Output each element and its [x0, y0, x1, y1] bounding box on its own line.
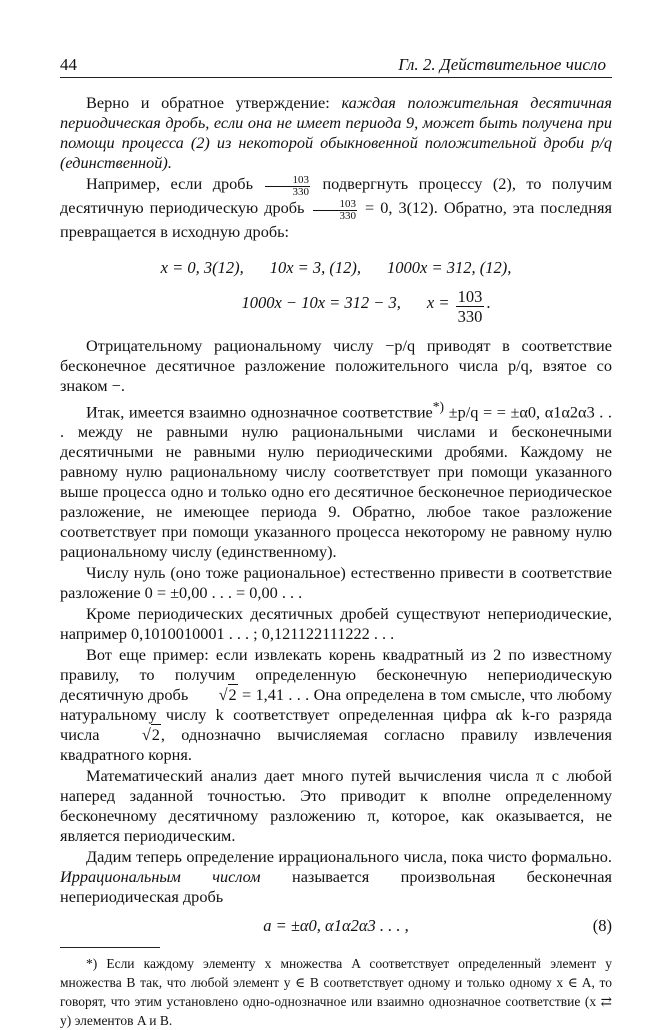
sqrt-2-second: √2: [141, 725, 160, 745]
paragraph-converse-statement: Верно и обратное утверждение: каждая положительная десятичная периодическая дробь, если она не имеет периода 9, может быть получена при помощи процесса (2) из некоторой обыкновенной положительной дроби p/q (единственной).: [60, 93, 612, 172]
paragraph-example: Например, если дробь $\frac{103}{330}$ подвергнуть процессу (2), то получим десятичную периодическую дробь $\frac{103}{330}$ = 0, 3(12). Обратно, эта последняя превращается в исходную дробь:: [60, 174, 613, 241]
definition-term: Иррациональным числом: [60, 867, 261, 887]
paragraph-nonperiodic: Кроме периодических десятичных дробей существуют непериодические, например 0,1010010001 . . . ; 0,121122111222 . . .: [60, 604, 612, 644]
page-number: 44: [60, 55, 77, 74]
sqrt-2: √2: [218, 685, 237, 705]
display-equation-2: 1000x − 10x = 312 − 3, x = $\frac{103}{330}$ .: [241, 287, 491, 326]
running-title: Гл. 2. Действительное число: [398, 55, 606, 74]
equation-8: [60, 911, 612, 941]
paragraph-negative: Отрицательному рациональному числу −p/q приводят в соответствие бесконечное десятичное разложение положительного числа p/q, взятое со знаком −.: [60, 336, 612, 395]
equation-8-formula: a = ±α0, α1α2α3 . . . ,: [263, 916, 409, 936]
fraction-103-330-second: $\frac{103}{330}$: [313, 199, 358, 222]
theorem-statement: каждая положительная десятичная периодическая дробь, если она не имеет периода 9, может быть получена при помощи процесса (2) из некоторой обыкновенной положительной дроби p/q (единственной).: [60, 93, 612, 172]
paragraph-zero: Числу нуль (оно тоже рациональное) естественно привести в соответствие разложение 0 = ±0,00 . . . = 0,00 . . .: [60, 563, 612, 603]
fraction-103-330-display: $\frac{103}{330}$: [457, 287, 483, 326]
footnote-marker: *): [432, 399, 445, 414]
page-header: [60, 55, 612, 78]
footnote: *) Если каждому элементу x множества A соответствует определенный элемент y множества B так, что любой элемент y ∈ B соответствует одному и только одному x ∈ A, то говорят, что этим установлено одно-однозначное или взаимно однозначное соответствие (x ⇄ y) элементов A и B.: [60, 956, 612, 1029]
equation-number: (8): [592, 916, 612, 936]
footnote-rule: [60, 947, 160, 948]
display-equation-1: x = 0, 3(12), 10x = 3, (12), 1000x = 312, (12),: [160, 258, 512, 277]
page-body: [60, 93, 612, 1030]
paragraph-sqrt2: Вот еще пример: если извлекать корень квадратный из 2 по известному правилу, то получим определенную бесконечную непериодическую десятичную дробь √2 = 1,41 . . . Она определена в том смысле, что любому натуральному числу k соответствует определенная цифра αk k-го разряда числа √2, однозначно вычисляемая согласно правилу извлечения квадратного корня.: [60, 645, 612, 765]
paragraph-definition: Дадим теперь определение иррационального числа, пока чисто формально. Иррациональным числом называется произвольная бесконечная непериодическая дробь: [60, 847, 612, 907]
fraction-103-330: $\frac{103}{330}$: [265, 175, 310, 198]
paragraph-pi: Математический анализ дает много путей вычисления числа π с любой наперед заданной точностью. Это приводит к вполне определенному бесконечному десятичному разложению π, которое, как оказывается, не является периодическим.: [60, 766, 612, 846]
paragraph-correspondence: Итак, имеется взаимно однозначное соответствие*) ±p/q = = ±α0, α1α2α3 . . . между не равными нулю рациональными числами и бесконечными десятичными не равными нулю периодическими дробями. Каждому не равному нулю рациональному числу соответствует при помощи указанного выше процесса одно и только одно его десятичное бесконечное периодическое разложение, не имеющее периода 9. Обратно, любое такое разложение соответствует при помощи указанного процесса некоторому не равному нулю рациональному числу (единственному).: [60, 399, 612, 562]
